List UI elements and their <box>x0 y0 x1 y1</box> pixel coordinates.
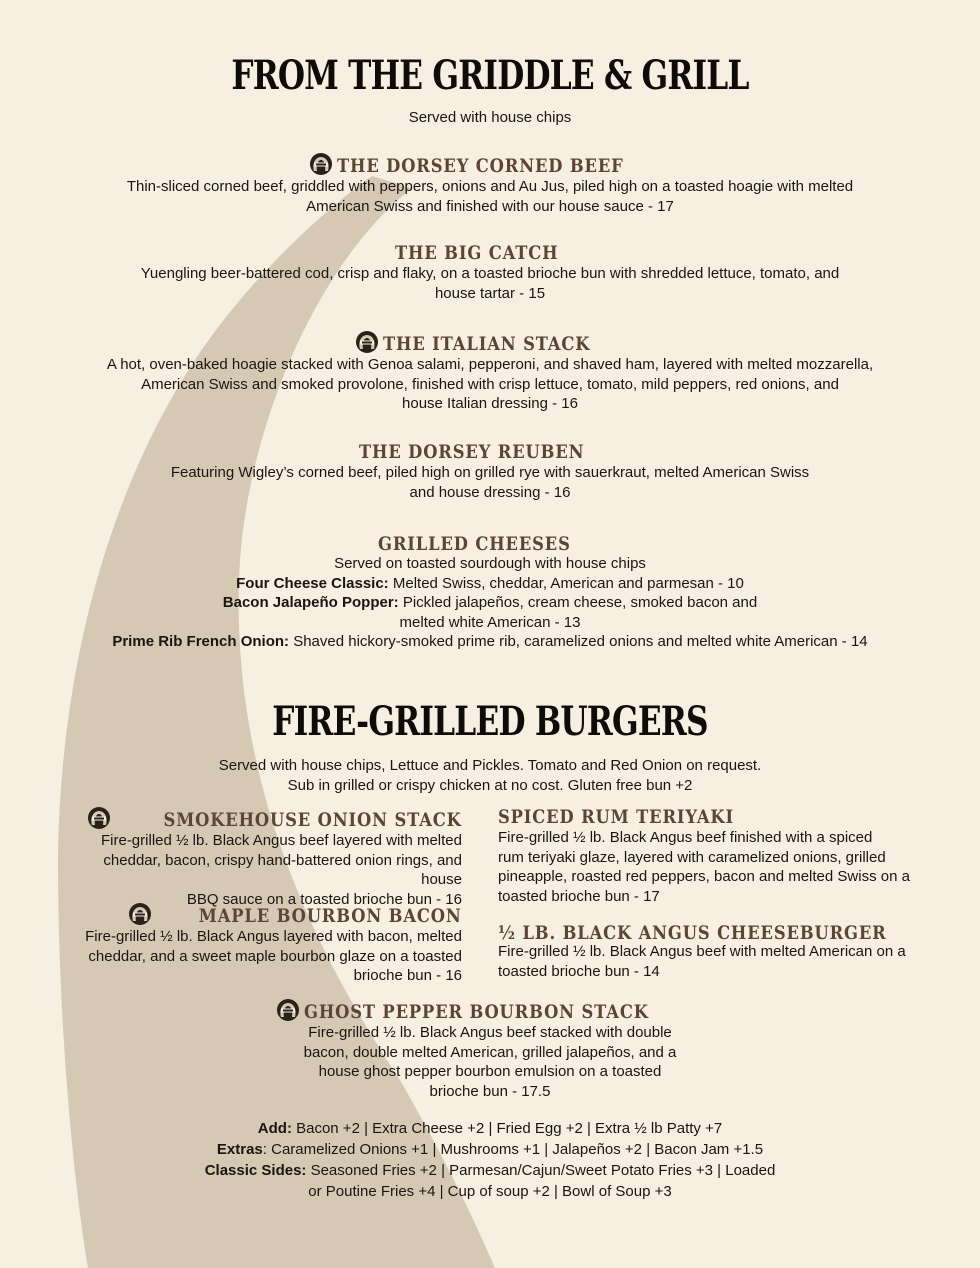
item-desc: cheddar, and a sweet maple bourbon glaze on a toasted <box>88 947 462 965</box>
grilled-cheese-option: Prime Rib French Onion: Shaved hickory-smoked prime rib, caramelized onions and melted white American - 14 <box>112 633 868 650</box>
extras-block <box>0 1118 980 1202</box>
grilled-cheese-option: Four Cheese Classic: Melted Swiss, cheddar, American and parmesan - 10 <box>236 574 744 592</box>
item-title: GHOST PEPPER BOURBON STACK <box>0 998 980 1023</box>
item-title: THE ITALIAN STACK <box>0 330 980 355</box>
item-desc: Featuring Wigley’s corned beef, piled high on grilled rye with sauerkraut, melted American Swiss <box>170 464 810 481</box>
item-desc: and house dressing - 16 <box>409 483 571 501</box>
item-desc: Fire-grilled ½ lb. Black Angus beef with melted American on a <box>498 943 906 960</box>
sides-line: Classic Sides: Seasoned Fries +2 | Parmesan/Cajun/Sweet Potato Fries +3 | Loaded <box>204 1162 776 1179</box>
burgers-section-title: FIRE-GRILLED BURGERS <box>272 698 708 745</box>
sides-line-cont: or Poutine Fries +4 | Cup of soup +2 | Bowl of Soup +3 <box>308 1183 672 1200</box>
item-desc: Fire-grilled ½ lb. Black Angus layered with bacon, melted <box>85 928 462 945</box>
item-desc: cheddar, bacon, crispy hand-battered onion rings, and house <box>103 851 462 888</box>
add-line: Add: Bacon +2 | Extra Cheese +2 | Fried Egg +2 | Extra ½ lb Patty +7 <box>257 1120 723 1137</box>
horseshoe-logo-icon <box>355 330 379 354</box>
item-dorsey-reuben <box>0 441 980 502</box>
item-desc: house Italian dressing - 16 <box>402 395 578 412</box>
item-desc: A hot, oven-baked hoagie stacked with Genoa salami, pepperoni, and shaved ham, layered with melted mozzarella, <box>106 356 874 373</box>
item-dorsey-corned-beef <box>0 152 980 216</box>
item-smokehouse-onion-stack <box>60 806 462 909</box>
horseshoe-logo-icon <box>276 998 300 1022</box>
item-desc: rum teriyaki glaze, layered with caramelized onions, grilled <box>498 848 886 866</box>
burgers-subtitle-line: Sub in grilled or crispy chicken at no cost. Gluten free bun +2 <box>287 777 693 794</box>
item-desc: Fire-grilled ½ lb. Black Angus beef finished with a spiced <box>498 829 873 846</box>
item-desc: brioche bun - 17.5 <box>429 1082 551 1100</box>
burgers-subtitle-line: Served with house chips, Lettuce and Pickles. Tomato and Red Onion on request. <box>218 757 762 774</box>
horseshoe-logo-icon <box>128 902 152 926</box>
item-desc: toasted brioche bun - 17 <box>498 887 660 905</box>
item-title: THE BIG CATCH <box>394 242 559 264</box>
item-desc: BBQ sauce on a toasted brioche bun - 16 <box>186 890 462 908</box>
item-title: THE DORSEY REUBEN <box>358 441 585 463</box>
item-desc: toasted brioche bun - 14 <box>498 962 660 980</box>
item-title: SMOKEHOUSE ONION STACK <box>60 806 462 831</box>
item-spiced-rum-teriyaki <box>498 806 938 906</box>
item-title: GRILLED CHEESES <box>377 533 571 555</box>
item-title: SPICED RUM TERIYAKI <box>498 806 734 828</box>
item-desc: American Swiss and smoked provolone, finished with crisp lettuce, tomato, mild peppers, red onions, and <box>141 375 839 393</box>
item-desc: house tartar - 15 <box>434 284 546 302</box>
extras-line: Extras: Caramelized Onions +1 | Mushrooms +1 | Jalapeños +2 | Bacon Jam +1.5 <box>216 1141 764 1158</box>
item-desc: American Swiss and finished with our house sauce - 17 <box>306 197 674 215</box>
grilled-cheese-option-cont: melted white American - 13 <box>399 613 581 631</box>
item-desc: pineapple, roasted red peppers, bacon and melted Swiss on a <box>498 868 910 885</box>
item-subtitle: Served on toasted sourdough with house chips <box>334 555 646 572</box>
griddle-section-title: FROM THE GRIDDLE & GRILL <box>231 52 749 99</box>
item-title: MAPLE BOURBON BACON <box>60 902 462 927</box>
item-desc: brioche bun - 16 <box>353 967 462 984</box>
grilled-cheese-option: Bacon Jalapeño Popper: Pickled jalapeños, cream cheese, smoked bacon and <box>222 594 758 611</box>
item-grilled-cheeses <box>0 534 980 652</box>
item-black-angus-cheeseburger <box>498 924 938 981</box>
item-desc: Yuengling beer-battered cod, crisp and flaky, on a toasted brioche bun with shredded lettuce, tomato, and <box>140 265 840 282</box>
item-desc: Fire-grilled ½ lb. Black Angus beef layered with melted <box>100 832 462 849</box>
item-maple-bourbon-bacon <box>60 902 462 986</box>
item-desc: bacon, double melted American, grilled jalapeños, and a <box>303 1043 677 1061</box>
item-title: ½ LB. BLACK ANGUS CHEESEBURGER <box>498 922 887 944</box>
item-desc: Thin-sliced corned beef, griddled with peppers, onions and Au Jus, piled high on a toasted hoagie with melted <box>126 178 854 195</box>
item-desc: Fire-grilled ½ lb. Black Angus beef stacked with double <box>308 1024 672 1041</box>
burgers-subtitle <box>0 756 980 796</box>
item-big-catch <box>0 242 980 303</box>
horseshoe-logo-icon <box>87 806 111 830</box>
item-italian-stack <box>0 330 980 414</box>
item-title: THE DORSEY CORNED BEEF <box>0 152 980 177</box>
griddle-subtitle: Served with house chips <box>408 109 572 126</box>
item-desc: house ghost pepper bourbon emulsion on a toasted <box>318 1063 662 1080</box>
horseshoe-logo-icon <box>309 152 333 176</box>
item-ghost-pepper-bourbon-stack <box>0 998 980 1101</box>
